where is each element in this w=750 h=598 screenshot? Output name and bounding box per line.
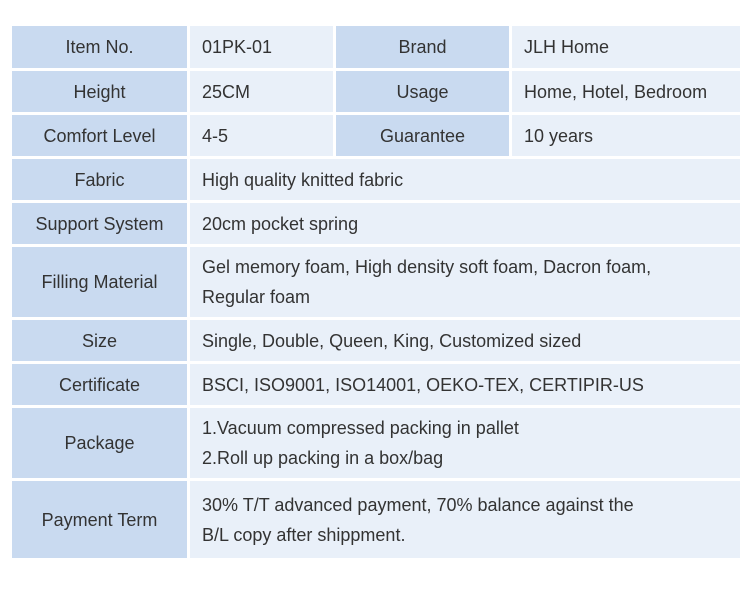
spec-label-payment-term: Payment Term <box>12 481 187 558</box>
spec-value-line: B/L copy after shippment. <box>202 524 406 545</box>
spec-value-height: 25CM <box>190 71 333 112</box>
spec-label-height: Height <box>12 71 187 112</box>
spec-label-item-no: Item No. <box>12 26 187 68</box>
spec-row-item-no <box>12 26 740 68</box>
spec-label-fabric: Fabric <box>12 159 187 200</box>
spec-label-usage: Usage <box>336 71 509 112</box>
spec-value-usage: Home, Hotel, Bedroom <box>512 71 740 112</box>
spec-value-line: 1.Vacuum compressed packing in pallet <box>202 418 519 438</box>
spec-value-package <box>190 408 740 478</box>
spec-label-size: Size <box>12 320 187 361</box>
spec-row-certificate <box>12 364 740 405</box>
spec-value-guarantee: 10 years <box>512 115 740 156</box>
spec-row-support-system <box>12 203 740 244</box>
spec-row-comfort-level <box>12 115 740 156</box>
spec-value-line: 20cm pocket spring <box>202 213 359 234</box>
spec-row-fabric <box>12 159 740 200</box>
spec-value-line: 2.Roll up packing in a box/bag <box>202 448 444 468</box>
spec-label-package: Package <box>12 408 187 478</box>
spec-value-line: BSCI, ISO9001, ISO14001, OEKO-TEX, CERTIPIR-US <box>202 374 644 395</box>
spec-value-filling-material <box>190 247 740 317</box>
spec-value-payment-term <box>190 481 740 558</box>
spec-value-comfort-level: 4-5 <box>190 115 333 156</box>
spec-value-size <box>190 320 740 361</box>
spec-value-item-no: 01PK-01 <box>190 26 333 68</box>
spec-value-support-system <box>190 203 740 244</box>
spec-value-line: Regular foam <box>202 287 311 307</box>
spec-row-size <box>12 320 740 361</box>
spec-row-payment-term <box>12 481 740 558</box>
spec-label-filling-material: Filling Material <box>12 247 187 317</box>
spec-value-certificate <box>190 364 740 405</box>
spec-value-brand: JLH Home <box>512 26 740 68</box>
spec-value-fabric <box>190 159 740 200</box>
spec-label-comfort-level: Comfort Level <box>12 115 187 156</box>
spec-row-filling-material <box>12 247 740 317</box>
spec-row-height <box>12 71 740 112</box>
spec-value-line: 30% T/T advanced payment, 70% balance against the <box>202 494 634 515</box>
spec-row-package <box>12 408 740 478</box>
spec-label-brand: Brand <box>336 26 509 68</box>
spec-label-support-system: Support System <box>12 203 187 244</box>
spec-value-line: Gel memory foam, High density soft foam, Dacron foam, <box>202 257 652 277</box>
spec-label-guarantee: Guarantee <box>336 115 509 156</box>
product-spec-table <box>9 23 743 561</box>
spec-value-line: High quality knitted fabric <box>202 169 404 190</box>
spec-value-line: Single, Double, Queen, King, Customized sized <box>202 330 582 351</box>
spec-label-certificate: Certificate <box>12 364 187 405</box>
